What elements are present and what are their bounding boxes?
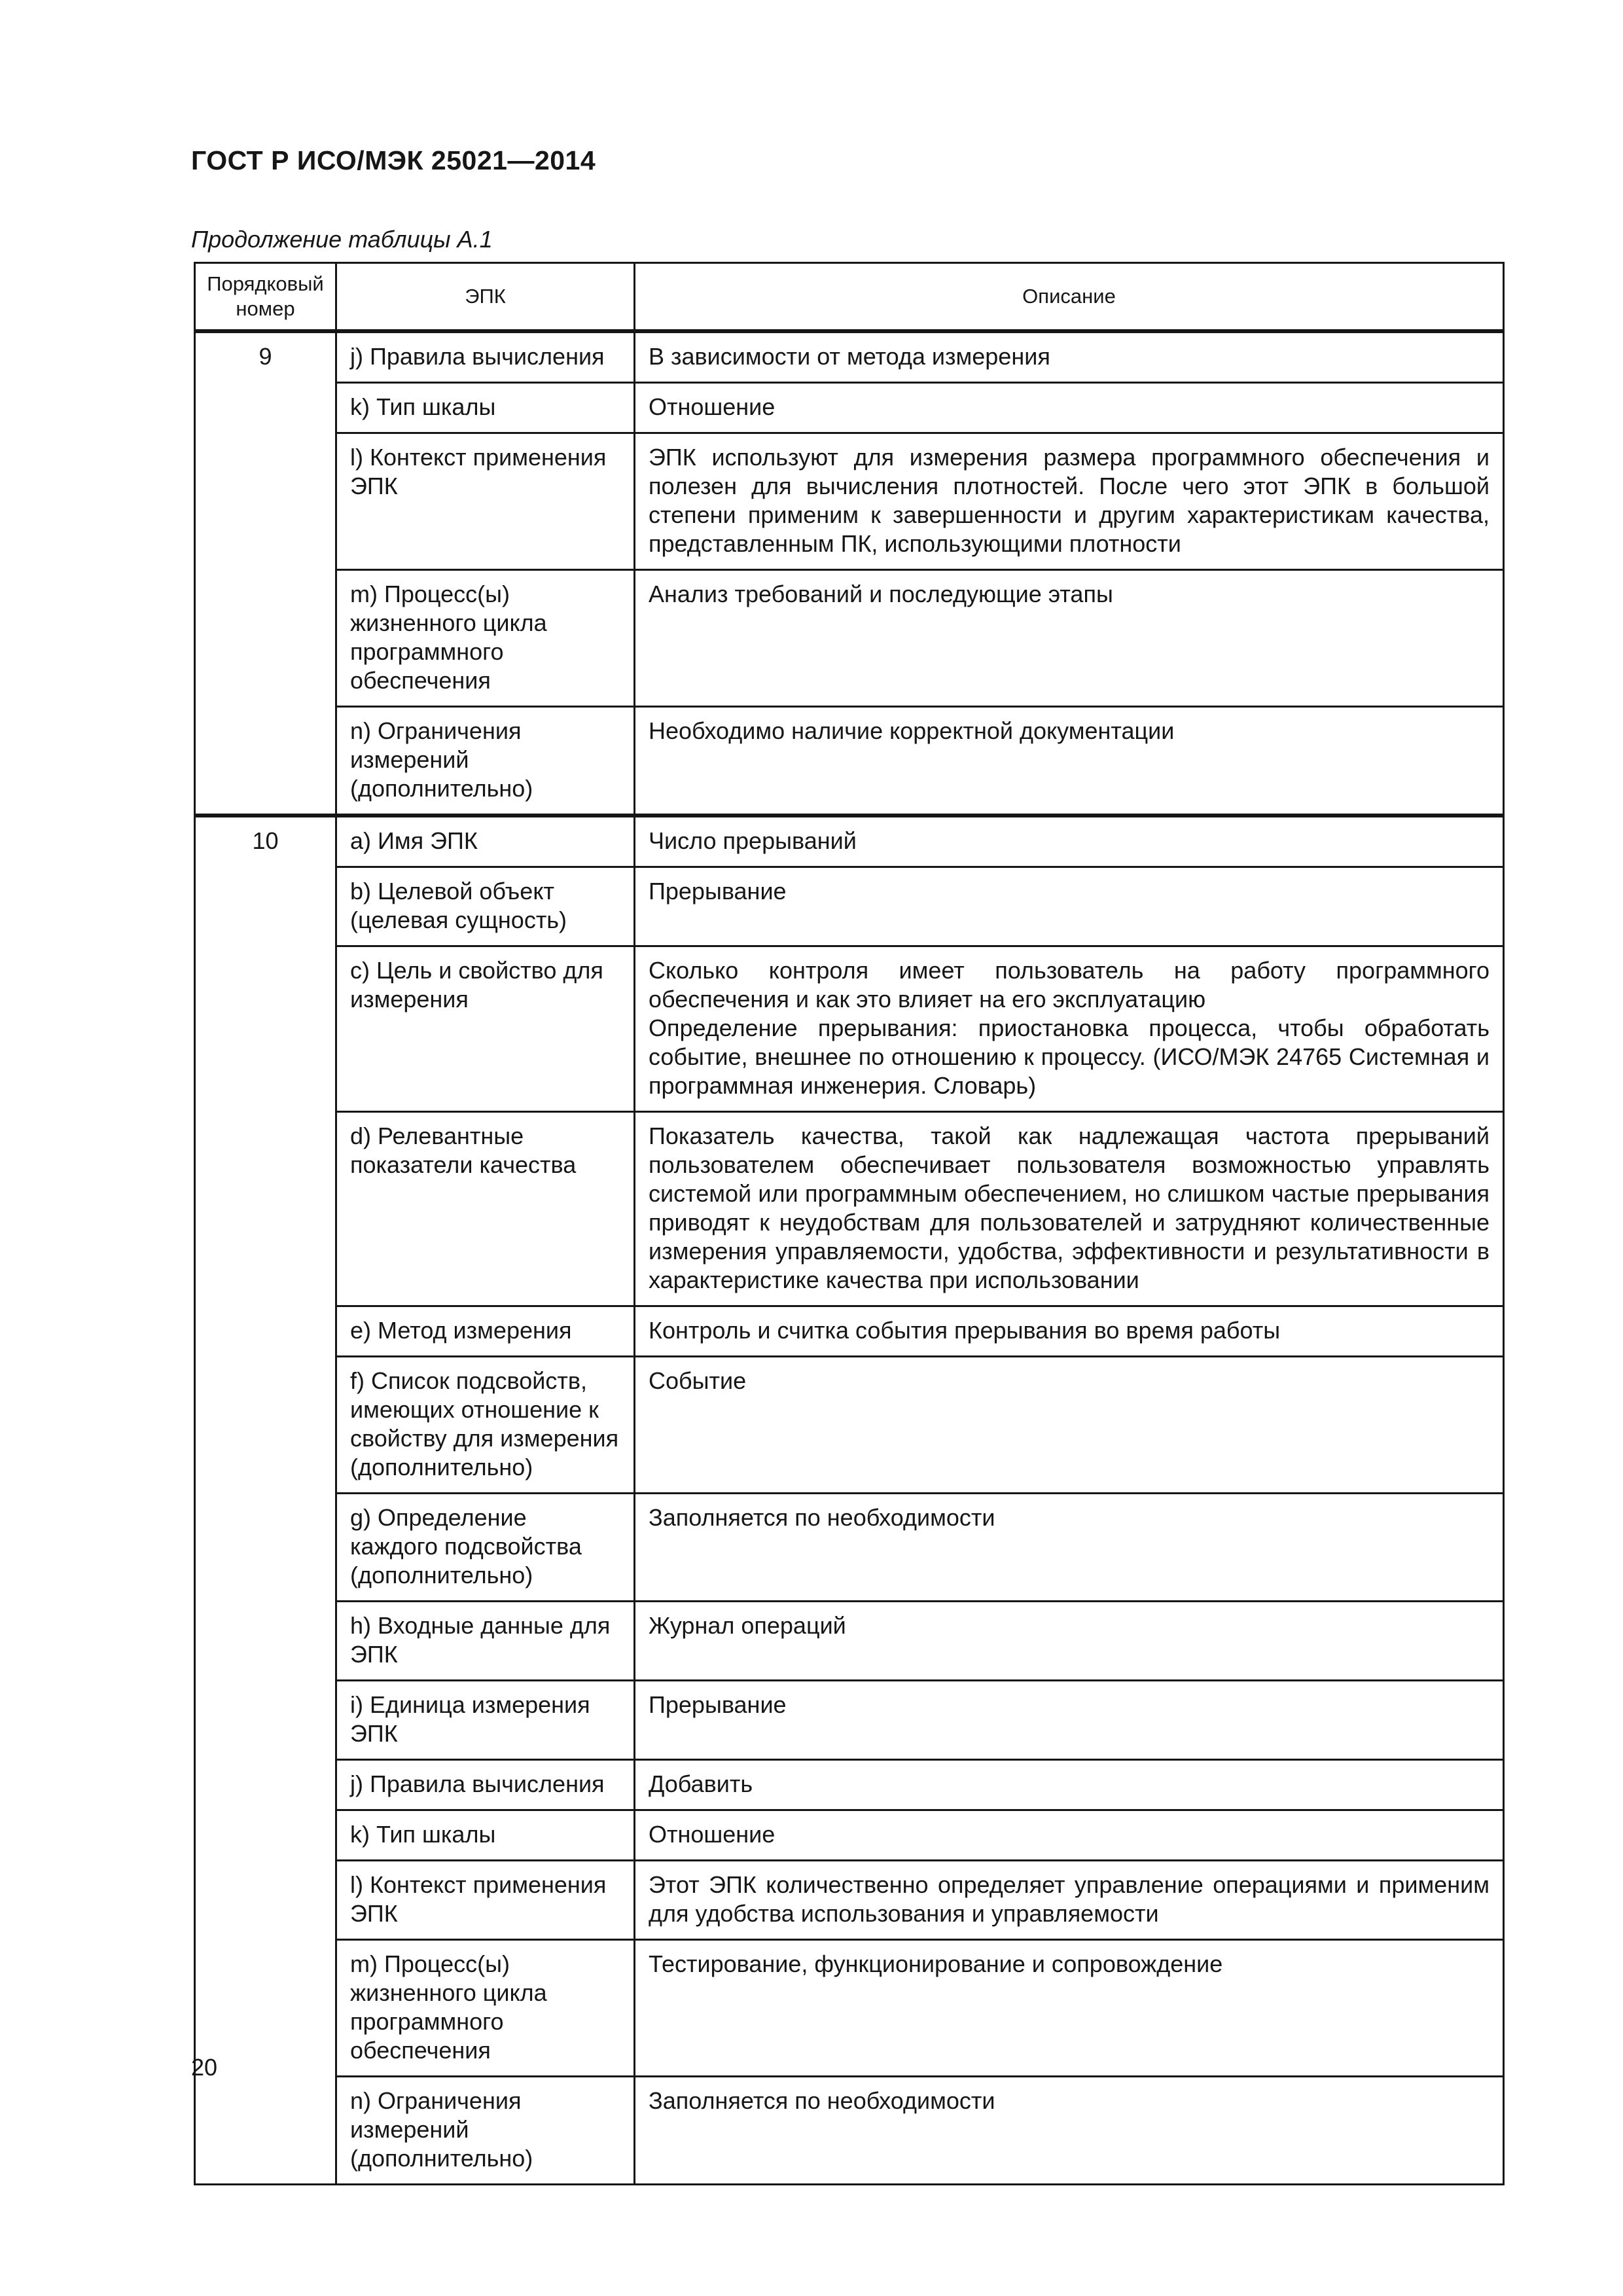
description-cell	[635, 1760, 1504, 1810]
description-paragraph: Отношение	[649, 393, 776, 420]
attribute-cell: l) Контекст применения ЭПК	[336, 1861, 635, 1940]
description-cell	[635, 946, 1504, 1112]
table-row	[195, 1112, 1504, 1306]
attribute-cell: h) Входные данные для ЭПК	[336, 1602, 635, 1681]
description-paragraph: Событие	[649, 1367, 747, 1394]
attribute-cell: n) Ограничения измерений (дополнительно)	[336, 2077, 635, 2185]
description-paragraph: Анализ требований и последующие этапы	[649, 581, 1113, 607]
attribute-cell: m) Процесс(ы) жизненного цикла программного обеспечения	[336, 570, 635, 707]
description-cell	[635, 867, 1504, 946]
page-number: 20	[191, 2054, 218, 2081]
description-paragraph: Определение прерывания: приостановка процесса, чтобы обработать событие, внешнее по отношению к процессу. (ИСО/МЭК 24765 Системная и программная инженерия. Словарь)	[649, 1014, 1489, 1099]
description-cell	[635, 433, 1504, 570]
attribute-cell: j) Правила вычисления	[336, 1760, 635, 1810]
description-paragraph: Необходимо наличие корректной документации	[649, 717, 1175, 744]
attribute-cell: d) Релевантные показатели качества	[336, 1112, 635, 1306]
description-cell	[635, 1602, 1504, 1681]
description-paragraph: Прерывание	[649, 1691, 787, 1718]
table-row	[195, 816, 1504, 867]
table-row	[195, 1357, 1504, 1494]
attribute-cell: k) Тип шкалы	[336, 383, 635, 433]
attribute-cell: j) Правила вычисления	[336, 331, 635, 383]
description-cell	[635, 707, 1504, 816]
table-row	[195, 383, 1504, 433]
attribute-cell: k) Тип шкалы	[336, 1810, 635, 1861]
description-cell	[635, 1810, 1504, 1861]
table-row	[195, 1681, 1504, 1760]
table-caption: Продолжение таблицы А.1	[191, 226, 493, 253]
description-paragraph: Тестирование, функционирование и сопровождение	[649, 1950, 1223, 1977]
table-header	[195, 263, 1504, 332]
column-header-description: Описание	[635, 263, 1504, 332]
description-cell	[635, 1861, 1504, 1940]
table-row	[195, 1494, 1504, 1602]
description-cell	[635, 2077, 1504, 2185]
description-cell	[635, 1306, 1504, 1357]
table-row	[195, 433, 1504, 570]
description-paragraph: Заполняется по необходимости	[649, 2087, 995, 2114]
description-paragraph: В зависимости от метода измерения	[649, 343, 1050, 370]
description-paragraph: Заполняется по необходимости	[649, 1504, 995, 1531]
attribute-cell: c) Цель и свойство для измерения	[336, 946, 635, 1112]
description-paragraph: Число прерываний	[649, 827, 857, 854]
metric-table	[194, 262, 1505, 2185]
attribute-cell: n) Ограничения измерений (дополнительно)	[336, 707, 635, 816]
attribute-cell: b) Целевой объект (целевая сущность)	[336, 867, 635, 946]
table-body	[195, 331, 1504, 2185]
description-cell	[635, 383, 1504, 433]
attribute-cell: l) Контекст применения ЭПК	[336, 433, 635, 570]
table-row	[195, 1602, 1504, 1681]
table-row	[195, 1810, 1504, 1861]
attribute-cell: g) Определение каждого подсвойства (дополнительно)	[336, 1494, 635, 1602]
attribute-cell: e) Метод измерения	[336, 1306, 635, 1357]
table-row	[195, 946, 1504, 1112]
table-row	[195, 331, 1504, 383]
description-paragraph: Сколько контроля имеет пользователь на работу программного обеспечения и как это влияет на его эксплуатацию	[649, 957, 1489, 1013]
description-cell	[635, 331, 1504, 383]
description-cell	[635, 1494, 1504, 1602]
column-header-element: ЭПК	[336, 263, 635, 332]
table-row	[195, 1760, 1504, 1810]
description-paragraph: Прерывание	[649, 878, 787, 905]
description-cell	[635, 1112, 1504, 1306]
table-row	[195, 2077, 1504, 2185]
table-row	[195, 1306, 1504, 1357]
table-row	[195, 570, 1504, 707]
table-row	[195, 1940, 1504, 2077]
description-cell	[635, 1357, 1504, 1494]
table-row	[195, 1861, 1504, 1940]
description-cell	[635, 1940, 1504, 2077]
description-paragraph: Контроль и считка события прерывания во время работы	[649, 1317, 1281, 1344]
column-header-number: Порядковый номер	[195, 263, 336, 332]
description-cell	[635, 570, 1504, 707]
table-row	[195, 867, 1504, 946]
attribute-cell: m) Процесс(ы) жизненного цикла программного обеспечения	[336, 1940, 635, 2077]
description-paragraph: ЭПК используют для измерения размера программного обеспечения и полезен для вычисления плотностей. После чего этот ЭПК в большой степени применим к завершенности и другим характеристикам качества, представленным ПК, использующими плотности	[649, 444, 1489, 557]
attribute-cell: f) Список подсвойств, имеющих отношение к свойству для измерения (дополнительно)	[336, 1357, 635, 1494]
description-cell	[635, 1681, 1504, 1760]
attribute-cell: a) Имя ЭПК	[336, 816, 635, 867]
description-paragraph: Этот ЭПК количественно определяет управление операциями и применим для удобства использования и управляемости	[649, 1871, 1489, 1927]
description-cell	[635, 816, 1504, 867]
description-paragraph: Показатель качества, такой как надлежащая частота прерываний пользователем обеспечивает пользователя возможностью управлять системой или программным обеспечением, но слишком частые прерывания приводят к неудобствам для пользователей и затрудняют количественные измерения управляемости, удобства, эффективности и результативности в характеристике качества при использовании	[649, 1122, 1489, 1293]
table-row	[195, 707, 1504, 816]
description-paragraph: Отношение	[649, 1821, 776, 1848]
description-paragraph: Журнал операций	[649, 1612, 846, 1639]
attribute-cell: i) Единица измерения ЭПК	[336, 1681, 635, 1760]
row-number-cell: 9	[195, 331, 336, 816]
description-paragraph: Добавить	[649, 1770, 753, 1797]
row-number-cell: 10	[195, 816, 336, 2185]
document-header: ГОСТ Р ИСО/МЭК 25021—2014	[191, 145, 596, 175]
